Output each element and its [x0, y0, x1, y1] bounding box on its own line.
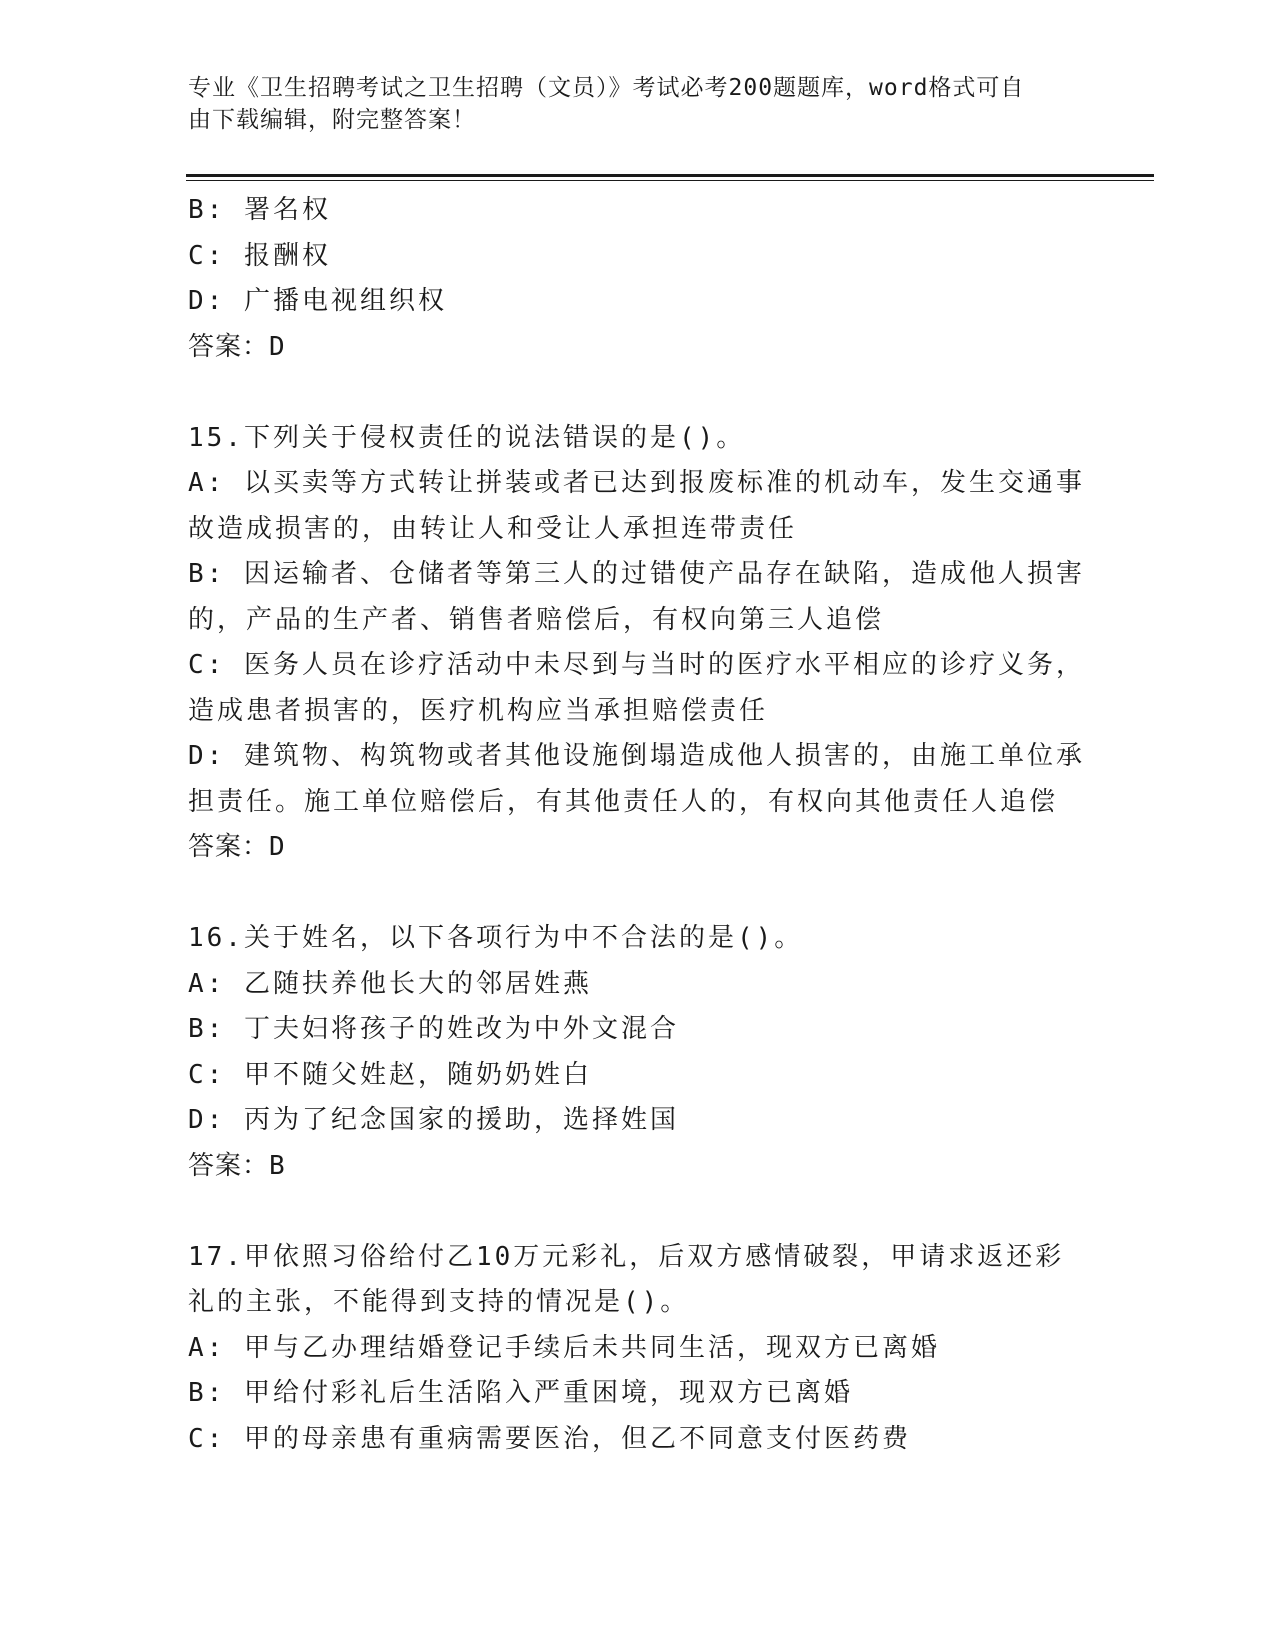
header-divider-thin — [186, 180, 1154, 181]
option-b: B: 甲给付彩礼后生活陷入严重困境，现双方已离婚 — [188, 1378, 853, 1408]
header-line-1: 专业《卫生招聘考试之卫生招聘（文员）》考试必考200题题库，word格式可自 — [188, 75, 1025, 101]
question-15 — [188, 416, 1088, 871]
question-stem: 16.关于姓名，以下各项行为中不合法的是()。 — [188, 923, 804, 953]
question-stem: 15.下列关于侵权责任的说法错误的是()。 — [188, 422, 746, 453]
answer-line: 答案：B — [188, 1150, 286, 1181]
question-14-tail — [188, 188, 1088, 370]
question-17 — [188, 1235, 1088, 1463]
option-b: B: 因运输者、仓储者等第三人的过错使产品存在缺陷，造成他人损害 — [188, 559, 1085, 589]
question-stem-cont: 礼的主张，不能得到支持的情况是()。 — [188, 1287, 690, 1317]
answer-line: 答案：D — [188, 331, 286, 362]
option-a: A: 以买卖等方式转让拼装或者已达到报废标准的机动车，发生交通事 — [188, 468, 1085, 498]
option-d: D: 建筑物、构筑物或者其他设施倒塌造成他人损害的，由施工单位承 — [188, 741, 1085, 771]
spacer — [188, 1189, 1088, 1235]
option-a: A: 乙随扶养他长大的邻居姓燕 — [188, 968, 592, 999]
option-a-cont: 故造成损害的，由转让人和受让人承担连带责任 — [188, 513, 798, 544]
option-c-cont: 造成患者损害的，医疗机构应当承担赔偿责任 — [188, 695, 769, 726]
header-line-2: 由下载编辑，附完整答案！ — [188, 107, 476, 133]
option-c: C: 甲的母亲患有重病需要医治，但乙不同意支付医药费 — [188, 1423, 911, 1454]
option-c: C: 医务人员在诊疗活动中未尽到与当时的医疗水平相应的诊疗义务， — [188, 650, 1085, 680]
option-c: C: 甲不随父姓赵，随奶奶姓白 — [188, 1059, 592, 1090]
option-b: B: 署名权 — [188, 195, 331, 225]
option-d-cont: 担责任。施工单位赔偿后，有其他责任人的，有权向其他责任人追偿 — [188, 786, 1059, 817]
option-a: A: 甲与乙办理结婚登记手续后未共同生活，现双方已离婚 — [188, 1332, 940, 1363]
question-list — [188, 188, 1088, 1462]
page-header — [188, 72, 1068, 136]
header-divider-thick — [186, 174, 1154, 177]
option-d: D: 丙为了纪念国家的援助，选择姓国 — [188, 1105, 679, 1135]
option-b-cont: 的，产品的生产者、销售者赔偿后，有权向第三人追偿 — [188, 604, 885, 635]
option-c: C: 报酬权 — [188, 240, 331, 271]
option-d: D: 广播电视组织权 — [188, 286, 447, 316]
spacer — [188, 871, 1088, 917]
question-16 — [188, 916, 1088, 1189]
option-b: B: 丁夫妇将孩子的姓改为中外文混合 — [188, 1014, 679, 1044]
question-stem: 17.甲依照习俗给付乙10万元彩礼，后双方感情破裂，甲请求返还彩 — [188, 1241, 1065, 1272]
answer-line: 答案：D — [188, 832, 286, 862]
spacer — [188, 370, 1088, 416]
